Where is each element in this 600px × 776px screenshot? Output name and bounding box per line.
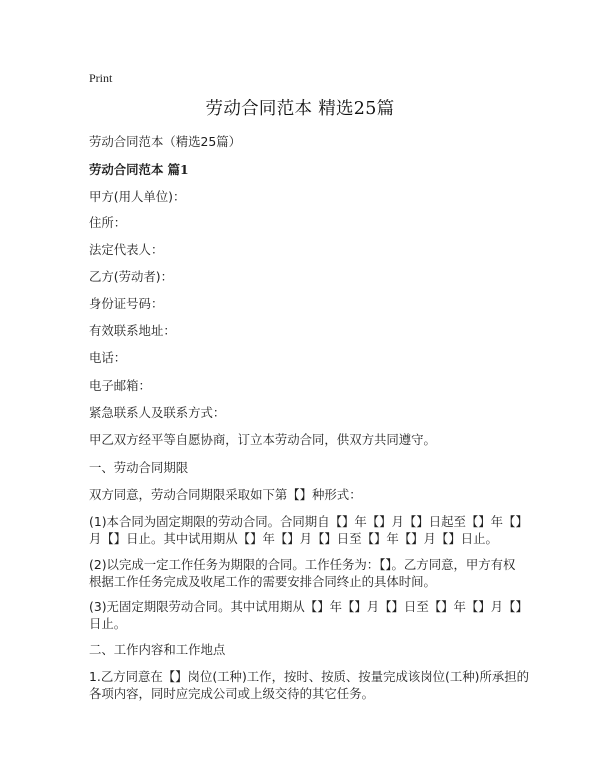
contact-address-field: 有效联系地址： <box>89 323 176 338</box>
clause-1-heading: 一、劳动合同期限 <box>89 460 189 475</box>
phone-field: 电话： <box>89 350 127 365</box>
document-title: 劳动合同范本 精选25篇 <box>205 99 395 119</box>
email-field: 电子邮箱： <box>89 378 151 393</box>
document-subtitle: 劳动合同范本（精选25篇） <box>89 134 242 149</box>
clause-2-heading: 二、工作内容和工作地点 <box>89 642 226 657</box>
section-heading: 劳动合同范本 篇1 <box>89 162 189 177</box>
clause-1-item-2-line-1: (2)以完成一定工作任务为期限的合同。工作任务为：【】。乙方同意，甲方有权 <box>89 557 516 572</box>
agreement-intro: 甲乙双方经平等自愿协商，订立本劳动合同，供双方共同遵守。 <box>89 432 436 447</box>
clause-1-item-3-line-1: (3)无固定期限劳动合同。其中试用期从【】年【】月【】日至【】年【】月【】 <box>89 599 528 614</box>
address-field: 住所： <box>89 215 127 230</box>
emergency-contact-field: 紧急联系人及联系方式： <box>89 405 226 420</box>
id-number-field: 身份证号码： <box>89 296 164 311</box>
print-label[interactable]: Print <box>89 71 113 85</box>
clause-1-item-1-line-2: 月【】日止。其中试用期从【】年【】月【】日至【】年【】月【】日止。 <box>89 531 498 546</box>
clause-1-item-1-line-1: (1)本合同为固定期限的劳动合同。合同期自【】年【】月【】日起至【】年【】 <box>89 514 528 529</box>
clause-1-intro: 双方同意，劳动合同期限采取如下第【】种形式： <box>89 487 362 502</box>
clause-2-item-1-line-2: 各项内容，同时应完成公司或上级交待的其它任务。 <box>89 686 374 701</box>
party-b-field: 乙方(劳动者)： <box>89 269 174 284</box>
legal-rep-field: 法定代表人： <box>89 242 164 257</box>
party-a-field: 甲方(用人单位)： <box>89 189 186 204</box>
clause-2-item-1-line-1: 1.乙方同意在【】岗位(工种)工作，按时、按质、按量完成该岗位(工种)所承担的 <box>89 669 530 684</box>
clause-1-item-2-line-2: 根据工作任务完成及收尾工作的需要安排合同终止的具体时间。 <box>89 574 436 589</box>
clause-1-item-3-line-2: 日止。 <box>89 616 127 631</box>
